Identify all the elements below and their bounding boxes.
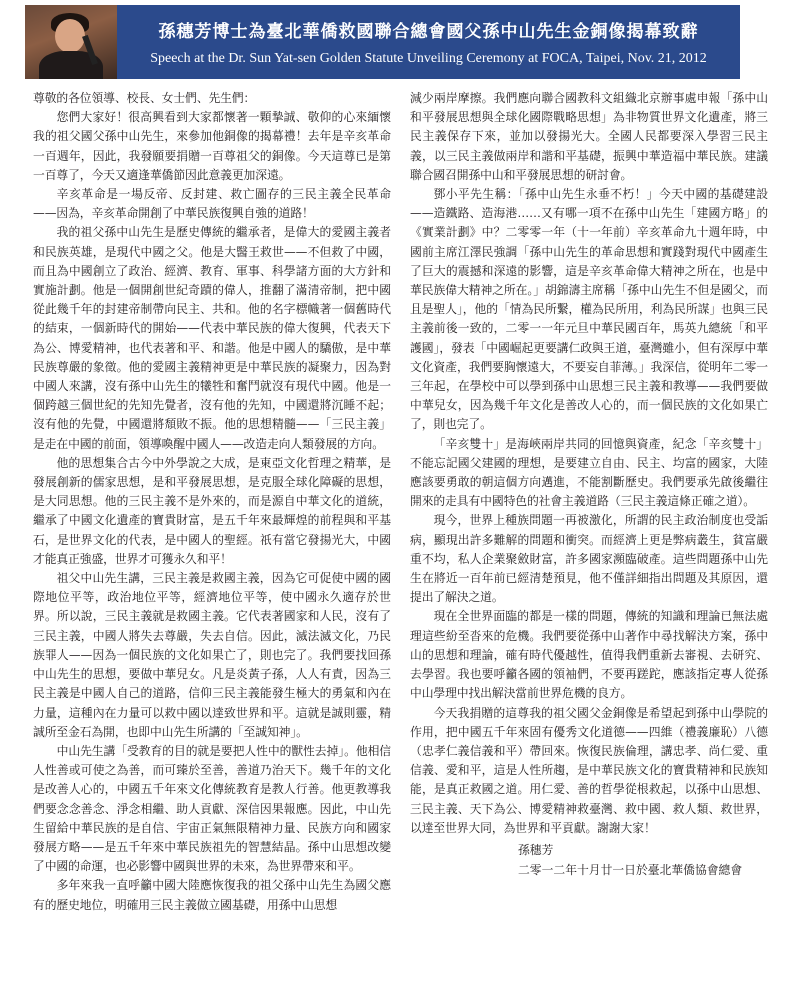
right-column — [410, 89, 768, 994]
left-column — [33, 89, 391, 994]
signature-block — [410, 840, 768, 880]
paragraph: 您們大家好！很高興看到大家都懷著一顆摯誠、敬仰的心來緬懷我的祖父國父孫中山先生，來參加他銅像的揭幕禮！去年是辛亥革命一百週年，因此，我發願要捐贈一百尊祖父的銅像。今天這尊已是第一百尊了，今天又適逢華僑節因此意義更加深遠。 — [33, 110, 391, 182]
article-body — [33, 89, 768, 994]
page-title-chinese: 孫穗芳博士為臺北華僑救國聯合總會國父孫中山先生金銅像揭幕致辭 — [158, 22, 699, 42]
paragraph: 現在全世界面臨的都是一樣的問題，傳統的知識和理論已無法處理這些紛至沓來的危機。我們要從孫中山著作中尋找解決方案，孫中山的思想和理論，確有時代優越性，值得我們重新去審視、去研究、去學習。我也要呼籲各國的領袖們，不要再蹉跎，應該指定專人從孫中山學理中找出解決當前世界危機的良方。 — [410, 609, 768, 701]
paragraph: 減少兩岸摩擦。我們應向聯合國教科文組織北京辦事處申報「孫中山和平發展思想與全球化國際戰略思想」為非物質世界文化遺產，將三民主義保存下來，並加以發揚光大。全國人民都要深入學習三民主義，以三民主義做兩岸和諧和平基礎，振興中華造福中華民族。建議聯合國召開孫中山和平發展思想的研討會。 — [410, 91, 768, 182]
paragraph: 鄧小平先生稱：「孫中山先生永垂不朽！」今天中國的基礎建設——造鐵路、造海港……又有哪一項不在孫中山先生「建國方略」的《實業計劃》中？二零零一年（十一年前）辛亥革命九十週年時，中國前主席江澤民強調「孫中山先生的革命思想和實踐對現代中國產生了巨大的震撼和深遠的影響，這是辛亥革命偉大精神之所在，也是中華民族偉大精神之所在。」胡錦濤主席稱「孫中山先生不但是國父，而且是聖人」，他的「情為民所繫，權為民所用，利為民所謀」也與三民主義前後一致的，二零一一年元旦中華民國百年，馬英九總統「和平護國」，發表「中國崛起更要講仁政與王道，臺灣雖小，但有深厚中華文化資產，我們要胸懷遠大，不要妄自菲薄。」我深信，從明年二零一三年起，在學校中可以學到孫中山思想三民主義和教導——我們要做中華兒女，因為幾千年文化是善改人心的，而一個民族的文化如果亡了，則也完了。 — [410, 187, 768, 432]
paragraph: 今天我捐贈的這尊我的祖父國父金銅像是希望起到孫中山學院的作用，把中國五千年來固有優秀文化道德——四維（禮義廉恥）八德（忠孝仁義信義和平）帶回來。恢復民族倫理，講忠孝、尚仁愛、重信義、愛和平，這是人性所趨，是中華民族文化的寶貴精神和民族知能，是真正救國之道。用仁愛、善的哲學從根救起，以孫中山思想、三民主義、天下為公、博愛精神救臺灣、救中國、救人類、救世界，以達至世界大同，為世界和平貢獻。謝謝大家！ — [410, 705, 768, 835]
paragraph: 他的思想集合古今中外學說之大成，是東亞文化哲理之精華，是發展創新的儒家思想，是和平發展思想，是克服全球化障礙的思想，是大同思想。他的三民主義不是外來的，而是源自中華文化的道統，繼承了中國文化遺產的寶貴財富，是五千年來最輝煌的前程與和平基石，是世界文化的代表，是中國人的聖經。祇有當它發揚光大，中國才能真正強盛，世界才可獲永久和平！ — [33, 455, 391, 566]
signature-date: 二零一二年十月廿一日於臺北華僑協會總會 — [518, 862, 743, 877]
signature-name: 孫穗芳 — [518, 842, 554, 857]
header-banner — [25, 5, 740, 79]
paragraph: 尊敬的各位領導、校長、女士們、先生們： — [33, 91, 256, 105]
paragraph: 辛亥革命是一場反帝、反封建、救亡圖存的三民主義全民革命——因為，辛亥革命開創了中華民族復興自強的道路！ — [33, 187, 391, 221]
speaker-photo — [25, 5, 117, 79]
paragraph: 多年來我一直呼籲中國大陸應恢復我的祖父孫中山先生為國父應有的歷史地位，明確用三民主義做立國基礎，用孫中山思想 — [33, 878, 391, 912]
paragraph: 「辛亥雙十」是海峽兩岸共同的回憶與資產，紀念「辛亥雙十」不能忘記國父建國的理想，是要建立自由、民主、均富的國家，大陸應該要勇敢的朝這個方向邁進，不能割斷歷史。我們要承先啟後繼往開來的走具有中國特色的社會主義道路（三民主義這條正確之道）。 — [410, 436, 768, 509]
header-titles — [117, 5, 740, 79]
paragraph: 中山先生講「受教育的目的就是要把人性中的獸性去掉」。他相信人性善或可使之為善，而可臻於至善，善道乃治天下。幾千年的文化是改善人心的，中國五千年來文化傳統教育是教人行善。他更教導我們要念念善念、淨念相繼、助人貢獻、深信因果報應。因此，中山先生留給中華民族的是自信、宇宙正氣無限精神力量、民族方向和國家發展方略——是五千年來中華民族祖先的智慧結晶。孫中山思想改變了中國的命運，也必影響中國與世界的未來，為世界帶來和平。 — [33, 743, 391, 874]
paragraph: 祖父中山先生講，三民主義是救國主義，因為它可促使中國的國際地位平等，政治地位平等，經濟地位平等，使中國永久適存於世界。所以說，三民主義就是救國主義。它代表著國家和人民，沒有了三民主義，中國人將失去尊嚴，失去自信。因此，滅法滅文化，乃民族罪人——因為一個民族的文化如果亡了，則也完了。我們要找回孫中山先生的思想，要做中華兒女。凡是炎黃子孫，人人有責，因為三民主義是中國人自己的道路，信仰三民主義能發生極大的勇氣和內在力量，這種內在力量可以救中國以達致世界和平。這就是誠則靈，精誠所至金石為開，也即中山先生所講的「至誠知神」。 — [33, 571, 391, 739]
page-title-english: Speech at the Dr. Sun Yat-sen Golden Statute Unveiling Ceremony at FOCA, Taipei, Nov. 21, 2012 — [150, 51, 707, 66]
paragraph: 現今，世界上種族問題一再被激化，所謂的民主政治制度也受詬病，顯現出許多難解的問題和衝突。而經濟上更是弊病叢生，貧富嚴重不均，私人企業聚斂財富，許多國家瀕臨破產。這些問題孫中山先生在將近一百年前已經清楚預見，他不僅詳細指出問題及其原因，還提出了解決之道。 — [410, 513, 768, 605]
paragraph: 我的祖父孫中山先生是歷史傳統的繼承者，是偉大的愛國主義者和民族英雄，是現代中國之父。他是大醫王救世——不但救了中國，而且為中國創立了政治、經濟、教育、軍事、科學諸方面的大方針和實施計劃。他是一個開創世紀奇蹟的偉人，推翻了滿清帝制，把中國從此幾千年的封建帝制帶向民主、共和。他的名字標幟著一個舊時代的結束，一個新時代的開始——代表中華民族的偉大復興，代表天下為公、博愛精神，也代表著和平、和諧。他是中國人的驕傲，是中華民族尊嚴的象徵。他的愛國主義精神更是中華民族的凝聚力，因為對中國人來講，沒有孫中山先生的犧牲和奮鬥就沒有現代中國。他是一個跨越三個世紀的先知先覺者，沒有他的先知，中國還將沉睡不起；沒有他的先覺，中國還將頹敗不振。他的思想精髓——「三民主義」是走在中國的前面，領導喚醒中國人——改造走向人類發展的方向。 — [33, 225, 391, 451]
